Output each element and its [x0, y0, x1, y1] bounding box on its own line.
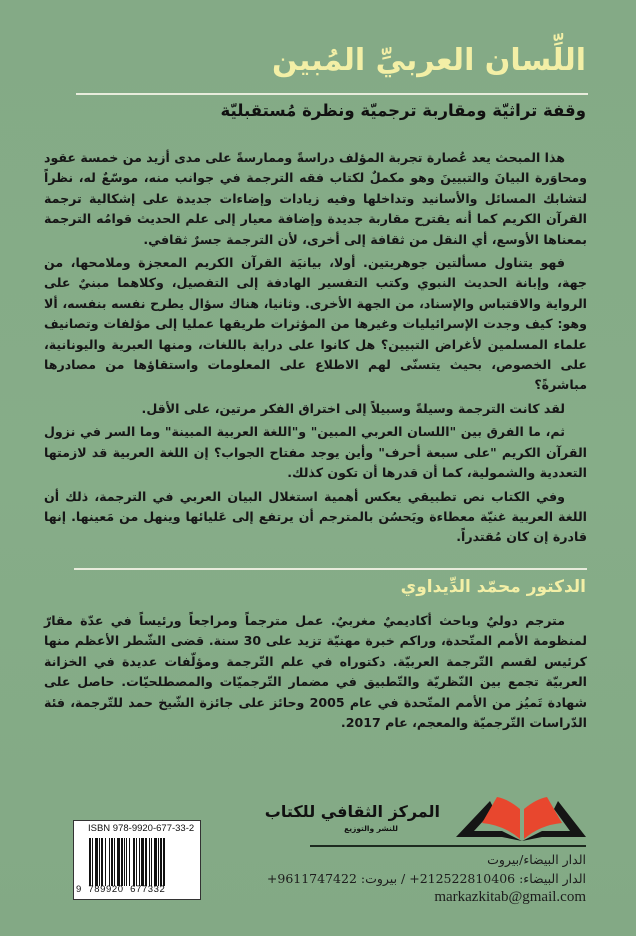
barcode-bar	[163, 838, 165, 886]
barcode-bar	[133, 838, 135, 886]
open-book-icon	[442, 797, 590, 842]
barcode-bars	[88, 838, 196, 886]
author-divider	[74, 568, 587, 570]
barcode-bar	[145, 838, 147, 886]
barcode-bar	[158, 838, 159, 886]
barcode-bar	[92, 838, 93, 886]
barcode-bar	[126, 838, 127, 886]
barcode-bar	[141, 838, 144, 886]
author-name: الدكتور محمّد الدِّيداوي	[400, 577, 586, 597]
barcode-bar	[105, 838, 106, 886]
publisher-locations: الدار البيضاء/بيروت	[487, 852, 586, 867]
publisher-phones: الدار البيضاء: 212522810406+ / بيروت: 9611747422+	[266, 871, 586, 886]
publisher-tagline: للنشر والتوزيع	[344, 824, 398, 833]
barcode-bar	[117, 838, 120, 886]
isbn-label: ISBN 978-9920-677-33-2	[88, 823, 195, 834]
barcode-bar	[101, 838, 103, 886]
barcode-digits: 9 789920 677332	[76, 884, 166, 895]
publisher-name: المركز الثقافي للكتاب	[264, 802, 440, 821]
author-bio	[44, 611, 587, 736]
barcode-bar	[139, 838, 140, 886]
book-description	[44, 148, 587, 551]
description-paragraph: وفي الكتاب نص تطبيقي يعكس أهمية استغلال البيان العربي في الترجمة، ذلك أن اللغة العربية غنيّة معطاءة ويَحسُن بالمترجم أن يرتفع إلى عَليائها وينهل من مَعينها. إنها قادرة إن كان مُقتدراً.	[44, 488, 587, 545]
barcode-bar	[99, 838, 100, 886]
publisher-contact	[266, 850, 586, 907]
description-paragraph: فهو يتناول مسألتين جوهريتين. أولا، بيانيَة القرآن الكريم المعجزة وملامحها، من جهة، وإبانة الحديث النبوي وكتب التفسير الهادفة إلى التفصيل، وكلاهما مبنيٌ على الرواية والاقتباس والإسناد، من الجهة الأخرى. وثانيا، هناك سؤال يطرح نفسه بنفسه، ألا وهو: كيف وجدت الإسرائيليات وغيرها من المؤثرات طريقها عمليا إلى مؤلفات وتصانيف علماء المسلمين لأغراض التبيين؟ هل كانوا على دراية باللغات، ومنها العبرية واليونانية، على الخصوص، بحيث يتسنّى لهم الاطلاع على المعلومات واستقاؤها من مصادرها مباشرةً؟	[44, 255, 587, 393]
barcode-bar	[95, 838, 98, 886]
barcode-bar	[89, 838, 91, 886]
barcode-bar	[114, 838, 115, 886]
barcode-bar	[124, 838, 125, 886]
description-paragraph: هذا المبحث يعد عُصارة تجربة المؤلف دراسةً وممارسةً على مدى أزيد من خمسة عقود ومحاوَرة البيانَ والتبيينَ وهو مكملٌ لكتاب فقه الترجمة في جوانب منه، موسّعٌ له، نظراً لتشابك المسائل والأسانيد وتداخلها وفيه زيادات وإضاءات جديدة على إشكالية ترجمة القرآن الكريم كما أنه يقترح مقاربة جديدة وإضافة معيار إلى علم الحديث قوامُه الترجمة بمعناها الأوسع، أي النقل من ثقافة إلى أخرى، لأن الترجمة جسرٌ ثقافي.	[44, 150, 587, 247]
barcode-bar	[109, 838, 110, 886]
barcode-bar	[111, 838, 113, 886]
barcode-bar	[121, 838, 123, 886]
title-divider	[76, 93, 588, 95]
publisher-block	[264, 797, 590, 845]
barcode-bar	[136, 838, 137, 886]
barcode-bar	[154, 838, 157, 886]
barcode-bar	[149, 838, 150, 886]
bio-paragraph: مترجم دوليٌ وباحث أكاديميٌ مغربيٌ. عمل مترجماً ومراجعاً ورئيساً في عدّة مقارّ لمنظومة الأمم المتّحدة، وراكم خبرة مهنيّة تزيد على 30 سنة. قضى الشّطر الأعظم منها كرئيس لقسم التّرجمة العربيّة. دكتوراه في علم التّرجمة ومؤلّفات عديدة في الخزانة العربيّة تجمع بين النّظريّة والتّطبيق في مضمار التّرجميّات والمصطلحيّات. حاصل على شهادة تَميُز من الأمم المتّحدة في عام 2005 وحائز على جائزة الشّيخ حمد للتّرجمة، فئة الدّراسات التّرجميّة والمعجم، عام 2017.	[44, 613, 588, 731]
barcode-bar	[151, 838, 152, 886]
description-paragraph: ثم، ما الفرق بين "اللسان العربي المبين" و"اللغة العربية المبينة" وما السر في نزول القرآن الكريم "على سبعة أحرف" وأين يوجد مفتاح الجواب؟ إن اللغة العربية قد لازمتها التعددية والشمولية، كما أن قدرها أن تكون كذلك.	[44, 424, 587, 481]
isbn-barcode	[73, 820, 201, 900]
publisher-email[interactable]: markazkitab@gmail.com	[434, 889, 586, 905]
barcode-bar	[160, 838, 162, 886]
description-paragraph: لقد كانت الترجمة وسيلةً وسبيلاً إلى اختراق الفكر مرتين، على الأقل.	[141, 400, 565, 416]
publisher-divider	[310, 845, 586, 847]
book-subtitle: وقفة تراثيّة ومقاربة ترجميّة ونظرة مُستقبليّة	[220, 101, 586, 120]
barcode-bar	[129, 838, 130, 886]
book-title: اللِّسان العربيِّ المُبين	[272, 43, 586, 78]
